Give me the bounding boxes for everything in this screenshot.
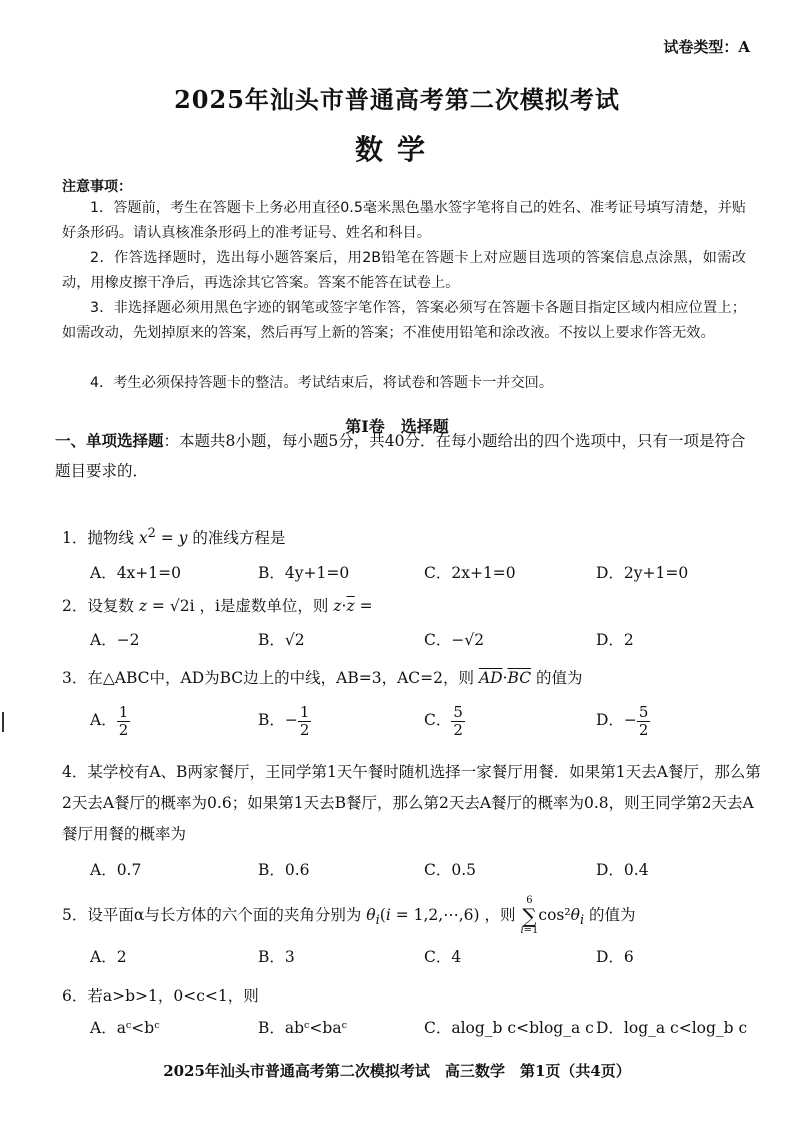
question-1-text-b: 的准线方程是 bbox=[192, 529, 286, 548]
question-2-formula: z bbox=[138, 597, 147, 615]
question-6-stem: 6．若a>b>1，0<c<1，则 bbox=[62, 987, 259, 1005]
question-3-vector-bc: $\overline{BC}$ bbox=[507, 669, 532, 687]
question-3-stem: 3．在△ABC中，AD为BC边上的中线，AB=3，AC=2，则 $\overline{AD}\cdot\overline{BC}$ 的值为 bbox=[62, 669, 583, 687]
question-5-theta: θ bbox=[366, 906, 376, 924]
question-6-option-d: D．log_a c<log_b c bbox=[596, 1019, 748, 1037]
question-3-text-b: 的值为 bbox=[536, 669, 583, 687]
fraction: $\frac{1}{2}$ bbox=[118, 703, 129, 739]
question-2-option-d: D．2 bbox=[596, 631, 634, 649]
question-3-text-a: 3．在△ABC中，AD为BC边上的中线，AB=3，AC=2，则 bbox=[62, 669, 475, 687]
question-5-option-b: B．3 bbox=[258, 948, 295, 966]
question-1-option-a: A．4x+1=0 bbox=[90, 564, 181, 582]
question-1-option-c: C．2x+1=0 bbox=[424, 564, 516, 582]
question-5-option-a: A．2 bbox=[90, 948, 127, 966]
scan-margin-mark bbox=[2, 712, 4, 732]
question-1-option-b: B．4y+1=0 bbox=[258, 564, 350, 582]
question-1-stem: 1．抛物线 $x^2 = y$ 的准线方程是 bbox=[62, 526, 286, 548]
fraction: $\frac{1}{2}$ bbox=[299, 703, 310, 739]
subject-title: 数学 bbox=[354, 133, 439, 166]
page-footer: 2025年汕头市普通高考第二次模拟考试 高三数学 第1页（共4页） bbox=[163, 1062, 631, 1080]
part-heading bbox=[55, 426, 755, 486]
question-1-option-d: D．2y+1=0 bbox=[596, 564, 689, 582]
question-1-formula: x bbox=[138, 529, 148, 548]
question-4-option-d: D．0.4 bbox=[596, 861, 649, 879]
question-2-option-b: B．√2 bbox=[258, 631, 305, 649]
question-2-text-b: ，i是虚数单位，则 bbox=[199, 597, 329, 615]
question-1-text-a: 1．抛物线 bbox=[62, 529, 134, 548]
question-5-option-d: D．6 bbox=[596, 948, 634, 966]
question-3-option-a: A． $\frac{1}{2}$ bbox=[90, 703, 129, 739]
question-2-text-a: 2．设复数 bbox=[62, 597, 134, 615]
notice-item: 1．答题前，考生在答题卡上务必用直径0.5毫米黑色墨水签字笔将自己的姓名、准考证号填写清楚，并贴好条形码。请认真核准条形码上的准考证号、姓名和科目。 bbox=[62, 200, 746, 241]
question-2-option-a: A．−2 bbox=[90, 631, 140, 649]
question-4-option-a: A．0.7 bbox=[90, 861, 142, 879]
question-5-stem: 5．设平面α与长方体的六个面的夹角分别为 $\theta_i(i$ = 1,2,⋯,6) ，则 6 ∑ $i=1\cos^2\theta_i$ 的值为 bbox=[62, 895, 636, 936]
summation-icon: 6 ∑ i=1 bbox=[520, 895, 539, 936]
question-4-option-b: B．0.6 bbox=[258, 861, 310, 879]
notice-item: 4．考生必须保持答题卡的整洁。考试结束后，将试卷和答题卡一并交回。 bbox=[90, 375, 554, 391]
part-label: 一、单项选择题 bbox=[55, 431, 164, 450]
fraction: $\frac{5}{2}$ bbox=[638, 703, 649, 739]
question-5-text-b: ，则 bbox=[484, 906, 516, 924]
part-description: ：本题共8小题，每小题5分，共40分．在每小题给出的四个选项中，只有一项是符合题目要求的． bbox=[55, 432, 746, 480]
notice-item: 2．作答选择题时，选出每小题答案后，用2B铅笔在答题卡上对应题目选项的答案信息点涂黑，如需改动，用橡皮擦干净后，再选涂其它答案。答案不能答在试卷上。 bbox=[62, 250, 746, 291]
question-6-option-c: C．alog_b c<blog_a c bbox=[424, 1019, 594, 1037]
question-6-option-b: B．abᶜ<baᶜ bbox=[258, 1019, 347, 1037]
question-3-option-d: D．− $\frac{5}{2}$ bbox=[596, 703, 649, 739]
question-4-option-c: C．0.5 bbox=[424, 861, 477, 879]
question-3-option-c: C． $\frac{5}{2}$ bbox=[424, 703, 463, 739]
question-5-option-c: C．4 bbox=[424, 948, 462, 966]
question-3-option-b: B．− $\frac{1}{2}$ bbox=[258, 703, 310, 739]
exam-title: 2025年汕头市普通高考第二次模拟考试 bbox=[174, 85, 620, 114]
question-2-option-c: C．−√2 bbox=[424, 631, 485, 649]
question-5-text-c: 的值为 bbox=[589, 906, 636, 924]
section-title: 第Ⅰ卷 选择题 bbox=[345, 417, 449, 436]
notice-item: 3．非选择题必须用黑色字迹的钢笔或签字笔作答，答案必须写在答题卡各题目指定区域内相应位置上；如需改动，先划掉原来的答案，然后再写上新的答案；不准使用铅笔和涂改液。不按以上要求作答无效。 bbox=[62, 300, 746, 341]
question-6-option-a: A．aᶜ<bᶜ bbox=[90, 1019, 160, 1037]
question-5-text-a: 5．设平面α与长方体的六个面的夹角分别为 bbox=[62, 906, 362, 924]
question-3-vector-ad: $\overline{AD}$ bbox=[478, 669, 503, 687]
notice-heading: 注意事项： bbox=[62, 179, 132, 195]
fraction: $\frac{5}{2}$ bbox=[453, 703, 463, 739]
question-4-stem: 4．某学校有A、B两家餐厅，王同学第1天午餐时随机选择一家餐厅用餐．如果第1天去A餐厅，那么第2天去A餐厅的概率为0.6；如果第1天去B餐厅，那么第2天去A餐厅的概率为0.8，则王同学第2天去A餐厅用餐的概率为 bbox=[62, 763, 761, 843]
paper-type-label: 试卷类型：A bbox=[663, 38, 750, 56]
question-2-stem: 2．设复数 z = √2i ，i是虚数单位，则 $z\cdot\overline{z}$ = bbox=[62, 597, 373, 615]
